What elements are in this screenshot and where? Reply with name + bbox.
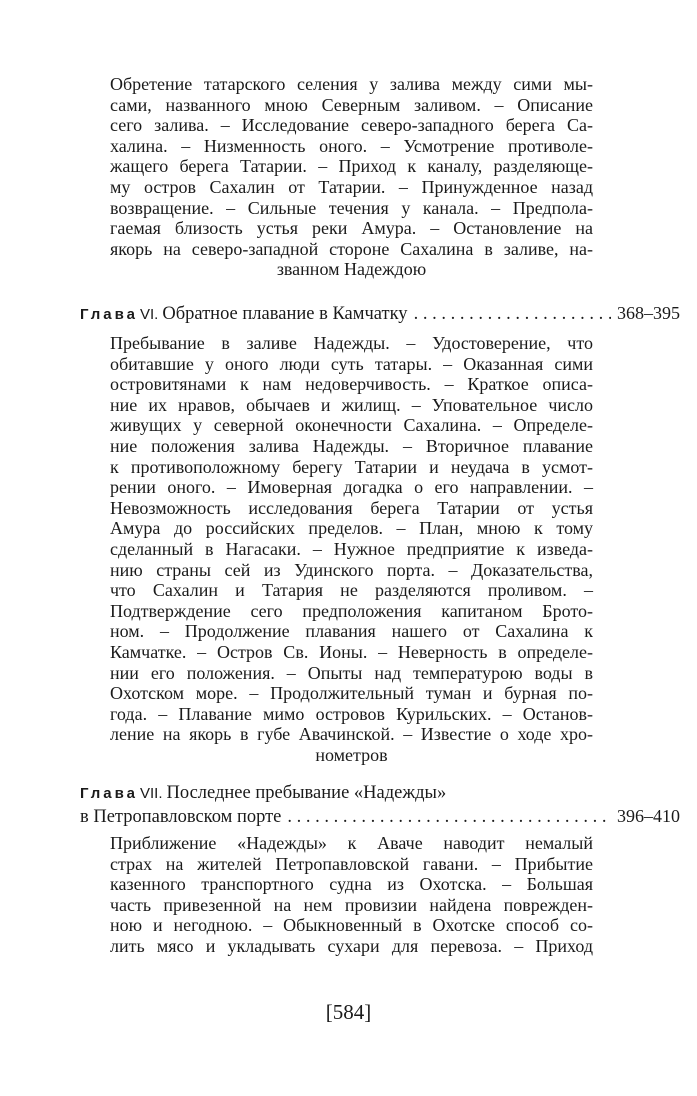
text-line: нии его положения. – Опыты над температурою воды в (110, 662, 593, 683)
text-line: Камчатке. – Остров Св. Ионы. – Неверность в определе- (110, 641, 593, 662)
text-line: возвращение. – Сильные течения у канала. – Предпола- (110, 197, 593, 218)
text-line: страх на жителей Петропавловской гавани. – Прибытие (110, 853, 593, 874)
text-line: островитянами к нам недоверчивость. – Краткое описа- (110, 374, 593, 395)
text-line: Невозможность исследования берега Татарии от устья (110, 497, 593, 518)
text-line: званном Надеждою (276, 259, 427, 280)
chapter-6-summary (110, 333, 593, 765)
chapter-6-heading (80, 302, 680, 326)
chapter-7-heading (80, 782, 680, 828)
leader-dots (287, 806, 611, 828)
text-line: сами, названного мною Северным заливом. – Описание (110, 94, 593, 115)
text-line: Амура до российских пределов. – План, мною к тому (110, 518, 593, 539)
page-range: 396–410 (617, 806, 680, 826)
chapter-7-summary (110, 833, 593, 957)
text-line: Подтверждение сего предположения капитаном Брото- (110, 600, 593, 621)
chapter-title-line-2: в Петропавловском порте (80, 807, 282, 827)
text-line: живущих у северной оконечности Сахалина. – Определе- (110, 415, 593, 436)
chapter-label: Глава (80, 785, 138, 802)
text-line: лить мясо и укладывать сухари для перевоза. – Приход (110, 935, 593, 956)
text-line: Пребывание в заливе Надежды. – Удостоверение, что (110, 333, 593, 353)
text-line: ние положения залива Надежды. – Вторичное плавание (110, 435, 593, 456)
text-line: что Сахалин и Татария не разделяются проливом. – (110, 580, 593, 601)
text-line: ною и негодною. – Обыкновенный в Охотске способ со- (110, 915, 593, 936)
text-line: казенного транспортного судна из Охотска. – Большая (110, 874, 593, 895)
text-line: нометров (315, 744, 388, 765)
chapter-title: Обратное плавание в Камчатку (162, 304, 408, 324)
page-range: 368–395 (617, 303, 680, 323)
summary-intro (110, 74, 593, 280)
text-line: часть привезенной на нем провизии найдена поврежден- (110, 894, 593, 915)
text-line: сего залива. – Исследование северо-западного берега Са- (110, 115, 593, 136)
chapter-number: VI. (140, 306, 159, 323)
text-line: халина. – Низменность оного. – Усмотрение противоле- (110, 135, 593, 156)
text-line: Приближение «Надежды» к Аваче наводит немалый (110, 833, 593, 853)
text-line: сделанный в Нагасаки. – Нужное предприятие к изведа- (110, 538, 593, 559)
text-line: рении оного. – Имоверная догадка о его направлении. – (110, 477, 593, 498)
text-line: обитавшие у оного люди суть татары. – Оказанная сими (110, 353, 593, 374)
text-line: нию страны сей из Удинского порта. – Доказательства, (110, 559, 593, 580)
chapter-title-line-1: Последнее пребывание «Надежды» (166, 783, 447, 803)
page-number: [584] (325, 1000, 372, 1024)
leader-dots (414, 303, 611, 325)
text-line: Охотском море. – Продолжительный туман и бурная по- (110, 683, 593, 704)
text-line: ние их нравов, обычаев и жилищ. – Уповательное число (110, 394, 593, 415)
text-line: якорь на северо-западной стороне Сахалина в заливе, на- (110, 238, 593, 259)
text-line: гаемая близость устья реки Амура. – Остановление на (110, 218, 593, 239)
text-line: года. – Плавание мимо островов Курильских. – Останов- (110, 703, 593, 724)
chapter-label: Глава (80, 306, 138, 323)
text-line: ление на якорь в губе Авачинской. – Известие о ходе хро- (110, 724, 593, 745)
text-line: ном. – Продолжение плавания нашего от Сахалина к (110, 621, 593, 642)
text-line: к противоположному берегу Татарии и неудача в усмот- (110, 456, 593, 477)
chapter-number: VII. (140, 785, 163, 802)
text-line: му остров Сахалин от Татарии. – Принужденное назад (110, 176, 593, 197)
text-line: жащего берега Татарии. – Приход к каналу, разделяюще- (110, 156, 593, 177)
text-line: Обретение татарского селения у залива между сими мы- (110, 74, 593, 94)
